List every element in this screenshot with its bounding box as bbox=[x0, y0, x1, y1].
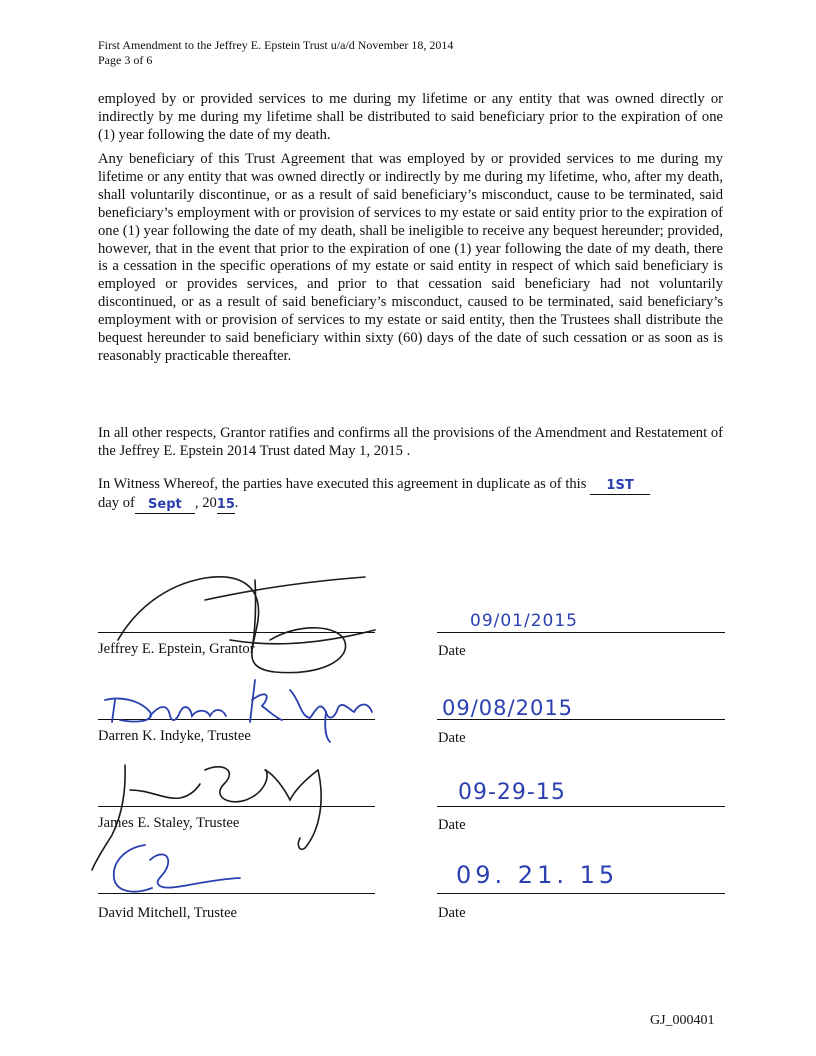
paragraph-beneficiary-clause: Any beneficiary of this Trust Agreement that was employed by or provided services to me during my lifetime or any entity that was owned directly or indirectly by me during my lifetime, who, after my death, shall voluntarily discontinue, or as a result of said beneficiary’s misconduct, cause to be terminated, said beneficiary’s employment with or provision of services to my estate or said entity prior to the expiration of one (1) year following the date of my death, shall be ineligible to receive any bequest hereunder; provided, however, that in the event that prior to the expiration of one (1) year following the date of my death, there is a cessation in the specific operations of my estate or said entity in respect of which said beneficiary is employed or provides services, and prior to that cessation said beneficiary had not voluntarily discontinued, or as a result of said beneficiary’s misconduct, caused to be terminated, said beneficiary’s employment with or provision of services to my estate or said entity, then the Trustees shall distribute the bequest hereunder to said beneficiary within sixty (60) days of the date of such cessation or as soon as is reasonably practicable thereafter. bbox=[98, 151, 723, 364]
handwritten-date-mitchell: 09. 21. 15 bbox=[456, 861, 619, 889]
handwritten-month: Sept bbox=[148, 496, 182, 512]
signatory-label-grantor: Jeffrey E. Epstein, Grantor bbox=[98, 641, 255, 657]
signature-line-grantor bbox=[98, 632, 375, 633]
handwritten-date-grantor: 09/01/2015 bbox=[470, 611, 578, 631]
signature-mitchell bbox=[114, 845, 240, 892]
date-label-staley: Date bbox=[438, 817, 466, 833]
signature-line-mitchell bbox=[98, 893, 375, 894]
signatory-label-mitchell: David Mitchell, Trustee bbox=[98, 905, 238, 921]
handwritten-date-staley: 09-29-15 bbox=[458, 780, 566, 805]
signature-line-staley bbox=[98, 806, 375, 807]
bates-number: GJ_000401 bbox=[650, 1013, 715, 1028]
date-line-staley bbox=[437, 806, 725, 807]
month-field bbox=[135, 495, 195, 514]
header-title: First Amendment to the Jeffrey E. Epstein Trust u/a/d November 18, 2014 bbox=[98, 38, 454, 52]
witness-text: In Witness Whereof, the parties have executed this agreement in duplicate as of this bbox=[98, 476, 587, 492]
witness-clause bbox=[98, 476, 723, 514]
date-label-indyke: Date bbox=[438, 730, 466, 746]
signature-line-indyke bbox=[98, 719, 375, 720]
page-header bbox=[98, 38, 453, 68]
date-line-grantor bbox=[437, 632, 725, 633]
paragraph-ratification: In all other respects, Grantor ratifies and confirms all the provisions of the Amendment and Restatement of the Jeffrey E. Epstein 2014 Trust dated May 1, 2015 . bbox=[98, 425, 723, 459]
paragraph-continuation: employed by or provided services to me during my lifetime or any entity that was owned directly or indirectly by me during my lifetime shall be distributed to said beneficiary prior to the expiration of one (1) year following the date of my death. bbox=[98, 91, 723, 143]
date-label-grantor: Date bbox=[438, 643, 466, 659]
handwritten-date-indyke: 09/08/2015 bbox=[442, 696, 574, 720]
witness-day-of: day of bbox=[98, 494, 135, 511]
header-page-number: Page 3 of 6 bbox=[98, 53, 153, 67]
witness-end: . bbox=[234, 494, 239, 511]
handwritten-year: 15 bbox=[216, 496, 235, 512]
handwritten-day: 1ST bbox=[606, 478, 634, 493]
signature-epstein bbox=[118, 577, 375, 673]
date-line-mitchell bbox=[437, 893, 725, 894]
year-field bbox=[217, 495, 235, 514]
day-field bbox=[590, 476, 650, 495]
date-label-mitchell: Date bbox=[438, 905, 466, 921]
signatory-label-staley: James E. Staley, Trustee bbox=[98, 815, 240, 831]
signatory-label-indyke: Darren K. Indyke, Trustee bbox=[98, 728, 251, 744]
witness-year-prefix: , 20 bbox=[194, 494, 217, 511]
